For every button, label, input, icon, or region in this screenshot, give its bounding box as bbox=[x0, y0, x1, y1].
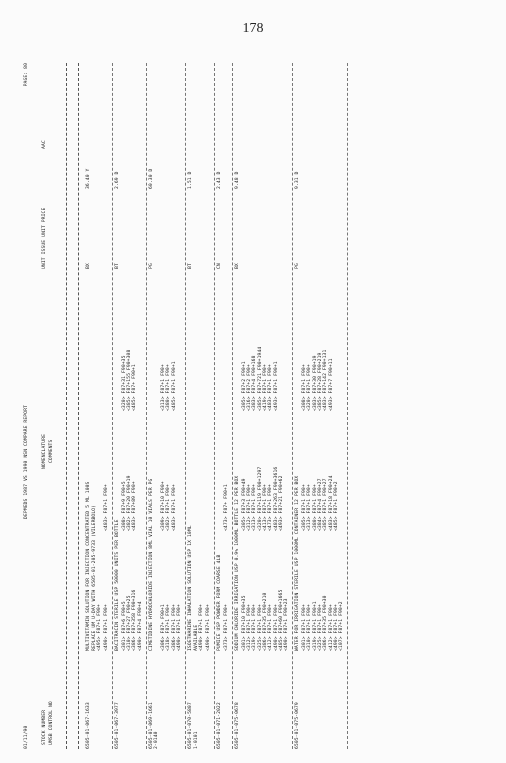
usage-code: <305> F87+3 F90+49 bbox=[241, 478, 247, 531]
item-row bbox=[233, 63, 293, 749]
report-header-bar bbox=[24, 63, 30, 749]
unit-issue: CN bbox=[217, 263, 223, 269]
header-comments: COMMENTS bbox=[49, 439, 54, 463]
usage-code: <319> F87+1 F90+ bbox=[252, 604, 258, 651]
usage-code: <316> F87+2 F90+ bbox=[247, 364, 253, 411]
nomenclature: ISOETHARINE INHALATION SOLUTION USP 1X 10ML bbox=[188, 525, 194, 651]
unit-price: 2.69 D bbox=[115, 171, 121, 189]
unit-price: 9.48 D bbox=[235, 171, 241, 189]
stock-number: 6505-01-075-0678 bbox=[235, 702, 241, 749]
nomenclature: SODIUM CHLORIDE IRRIGATION USP 0.9% 1000ML BOTTLE 12 PER BOX bbox=[235, 475, 241, 651]
usage-code: <485> F87+ F90+1 bbox=[132, 364, 138, 411]
item-row bbox=[186, 63, 215, 749]
usage-code: <413> F87+1 F90+ bbox=[262, 484, 268, 531]
usage-code: <483> F87+89 F90+ bbox=[132, 481, 138, 531]
usage-code: <325> F87+1 F90+ bbox=[317, 604, 323, 651]
usage-code: <483> F87+142 F90+131 bbox=[323, 349, 329, 411]
unit-issue: BT bbox=[115, 263, 121, 269]
usage-code: <490> F87+1 F90+ bbox=[273, 604, 279, 651]
usage-code: <490> F87+1 F90+ bbox=[206, 604, 212, 651]
header-rule-bottom bbox=[78, 63, 79, 749]
nomenclature: WATER FOR IRRIGATION STERILE USP 1000ML CONTAINER 12 PER BOX bbox=[295, 475, 301, 651]
usage-code: <319> F87+1 F90+1 bbox=[312, 601, 318, 651]
usage-code: <310> F87+27 F90+25 bbox=[126, 595, 132, 651]
usage-code: <483> F87+1 F90+ bbox=[103, 484, 109, 531]
stock-number: 6505-01-069-1661 bbox=[148, 702, 154, 749]
usage-code-grid bbox=[122, 63, 143, 749]
report-date: 01/11/90 bbox=[24, 725, 29, 749]
usage-code: <382> F87+20 F90+19 bbox=[126, 475, 132, 531]
umsb-control-number: 1-0101 bbox=[193, 731, 199, 749]
stock-number: 6505-01-075-0679 bbox=[295, 702, 301, 749]
usage-code: <306> F87+ F90+1 bbox=[161, 604, 167, 651]
usage-code: <380> F87+1 F90+ bbox=[166, 364, 172, 411]
usage-code: <386> F87+1 F90+ bbox=[171, 604, 177, 651]
header-stock-number: STOCK NUMBER bbox=[42, 709, 47, 745]
usage-code: <386> F87+35 F90+210 bbox=[262, 592, 268, 651]
usage-code: <308> F87+9 F90+5 bbox=[121, 481, 127, 531]
comment-line: <495> F87+1 F90+ bbox=[97, 604, 103, 651]
umsb-control-number: 2-0140 bbox=[154, 731, 160, 749]
unit-issue: BX bbox=[235, 263, 241, 269]
unit-price: 60.30 D bbox=[148, 168, 154, 189]
usage-code-grid bbox=[161, 63, 182, 749]
usage-code: <412> F87+1 F90+ bbox=[268, 604, 274, 651]
usage-code: <490> F87+1 F90+23 bbox=[284, 598, 290, 651]
stock-number: 6505-01-067-3977 bbox=[115, 702, 121, 749]
item-row bbox=[215, 63, 233, 749]
usage-code: <312> F87+1 F90+ bbox=[247, 484, 253, 531]
nomenclature: MULTIVITAMIN SOLUTION FOR INJECTION CONCENTRATED 5 ML 100S bbox=[86, 481, 91, 651]
usage-code: <382> F87+1 F90+ bbox=[166, 484, 172, 531]
usage-code: <385> F87+28 F90+219 bbox=[317, 352, 323, 411]
usage-code: <386> F87+35 F90+30 bbox=[323, 595, 329, 651]
usage-code-grid bbox=[224, 63, 229, 749]
usage-code: <473> F87+ F90+1 bbox=[223, 484, 229, 531]
usage-code: <380> F87+1 F90+ bbox=[312, 484, 318, 531]
item-row bbox=[113, 63, 147, 749]
column-headers bbox=[42, 63, 66, 749]
comment-line: <490> F87+1 F90+ bbox=[199, 604, 205, 651]
usage-code: <412> F87+1 F90+ bbox=[328, 604, 334, 651]
usage-code: <490> F87+1 F90+ bbox=[333, 604, 339, 651]
usage-code: <325> F87+1 F90+ bbox=[257, 604, 263, 651]
unit-price: 1.51 D bbox=[188, 171, 194, 189]
unit-issue: BT bbox=[188, 263, 194, 269]
usage-code: <493> F87+7 F90+11 bbox=[328, 358, 334, 411]
rotated-report bbox=[18, 55, 498, 755]
usage-code: <383> F87+30 F90+19 bbox=[312, 355, 318, 411]
usage-code-grid bbox=[302, 63, 344, 749]
stock-number: 6505-01-071-2022 bbox=[217, 702, 223, 749]
usage-code: <383> F87+4 F90+168 bbox=[252, 355, 258, 411]
item-row bbox=[293, 63, 348, 749]
usage-code: <107> F87+1 F90+2 bbox=[339, 601, 345, 651]
usage-code: <384> F87+4 F90+27 bbox=[317, 478, 323, 531]
usage-code: <305> F87+1 F90+ bbox=[302, 484, 308, 531]
report-page-label: PAGE: 80 bbox=[24, 63, 29, 87]
usage-code: <313> F87+1 F90+ bbox=[307, 484, 313, 531]
unit-issue: BX bbox=[86, 263, 91, 269]
usage-code: <320> F87+119 F90+1297 bbox=[257, 466, 263, 531]
header-nomenclature: NOMENCLATURE bbox=[42, 433, 47, 469]
usage-code: <301> F87+10 F90+35 bbox=[241, 595, 247, 651]
stock-number: 6505-01-070-5807 bbox=[188, 702, 194, 749]
header-umsb-control: UMSB CONTROL NO bbox=[49, 701, 54, 745]
usage-code: <490> F87+1 F90+ bbox=[103, 604, 109, 651]
usage-code: <483> F87+1 F90+ bbox=[171, 484, 177, 531]
usage-code: <308> F87+1 F90+ bbox=[302, 364, 308, 411]
usage-code: <493> F87+21 F90+62 bbox=[278, 475, 284, 531]
usage-code: <485> F87+60 F90+1665 bbox=[278, 589, 284, 651]
usage-code: <318> F87+1 F90+ bbox=[166, 604, 172, 651]
usage-code-grid bbox=[206, 63, 211, 749]
unit-price: 9.31 D bbox=[295, 171, 301, 189]
usage-code: <373> F87+1 F90+ bbox=[223, 604, 229, 651]
unit-issue: PG bbox=[148, 263, 154, 269]
usage-code: <301> F87+6 F90+5 bbox=[121, 601, 127, 651]
item-row bbox=[147, 63, 186, 749]
usage-code: <485> F87+1 F90+2 bbox=[333, 481, 339, 531]
header-rule-top bbox=[66, 63, 67, 749]
usage-code: <320> F87+1 F90+ bbox=[307, 364, 313, 411]
stock-number: 6505-01-067-1633 bbox=[86, 702, 91, 749]
usage-code: <473> F87+1 F90+ bbox=[268, 484, 274, 531]
unit-price: 36.40 Y bbox=[86, 168, 91, 189]
usage-code: <385> F87+155 F90+308 bbox=[126, 349, 132, 411]
usage-code: <320> F87+31 F90+35 bbox=[121, 355, 127, 411]
usage-code-grid bbox=[242, 63, 290, 749]
page-number: 178 bbox=[242, 21, 264, 36]
header-unit-issue-price: UNIT ISSUE UNIT PRICE bbox=[42, 207, 47, 269]
item-row bbox=[84, 63, 113, 749]
usage-code: <386> F87+358 F90+316 bbox=[132, 589, 138, 651]
comment-line: AVAILABLE bbox=[193, 624, 199, 651]
usage-code: <485> F87+1 F90+1 bbox=[171, 361, 177, 411]
usage-code: <310> F87+1 F90+ bbox=[307, 604, 313, 651]
usage-code: <483> F87+1 F90+ bbox=[268, 364, 274, 411]
usage-code: <483> F87+263 F90+3616 bbox=[273, 466, 279, 531]
usage-code: <313> F87+1 F90+ bbox=[161, 364, 167, 411]
usage-code: <483> F87+18 F90+24 bbox=[328, 475, 334, 531]
usage-code: <490> F87+4 F90+4 bbox=[137, 601, 143, 651]
header-aac: AAC bbox=[42, 140, 47, 149]
usage-code: <313> F87+1 F90+ bbox=[252, 484, 258, 531]
nomenclature: CIMETIDINE HYDROCHLORIDE INJECTION 8ML VIAL 10 VIALS PER PG bbox=[148, 478, 154, 651]
usage-code: <309> F87+10 F90+ bbox=[161, 481, 167, 531]
usage-code: <419> F87+1 F90+ bbox=[262, 364, 268, 411]
nomenclature: BACITRACIN STERILE USP 50000 UNITS PER BOTTLE bbox=[115, 519, 121, 651]
comment-line: REPLACE UM U-DAY WITH 6505-01-205-9733 (VILERBOLO) bbox=[91, 504, 97, 651]
usage-code: <493> F87+1 F90+1 bbox=[273, 361, 279, 411]
unit-price: 2.43 D bbox=[217, 171, 223, 189]
report-sheet bbox=[18, 55, 498, 755]
usage-code: <490> F87+1 F90+ bbox=[176, 604, 182, 651]
usage-code: <385> F87+721 F90+1944 bbox=[257, 346, 263, 411]
nomenclature: PUMICE USP POWDER FORM COARSE 4LB bbox=[217, 554, 223, 651]
unit-issue: PG bbox=[295, 263, 301, 269]
item-list bbox=[84, 63, 348, 749]
report-title: DEPMEDS 1987 VS 1990 NSN COMPARE REPORT bbox=[24, 405, 29, 519]
usage-code: <312> F87+1 F90+ bbox=[247, 604, 253, 651]
usage-code: <385> F87+1 F90+27 bbox=[323, 478, 329, 531]
usage-code-grid bbox=[104, 63, 109, 749]
usage-code: <305> F87+2 F90+1 bbox=[241, 361, 247, 411]
usage-code: <301> F87+1 F90+ bbox=[302, 604, 308, 651]
